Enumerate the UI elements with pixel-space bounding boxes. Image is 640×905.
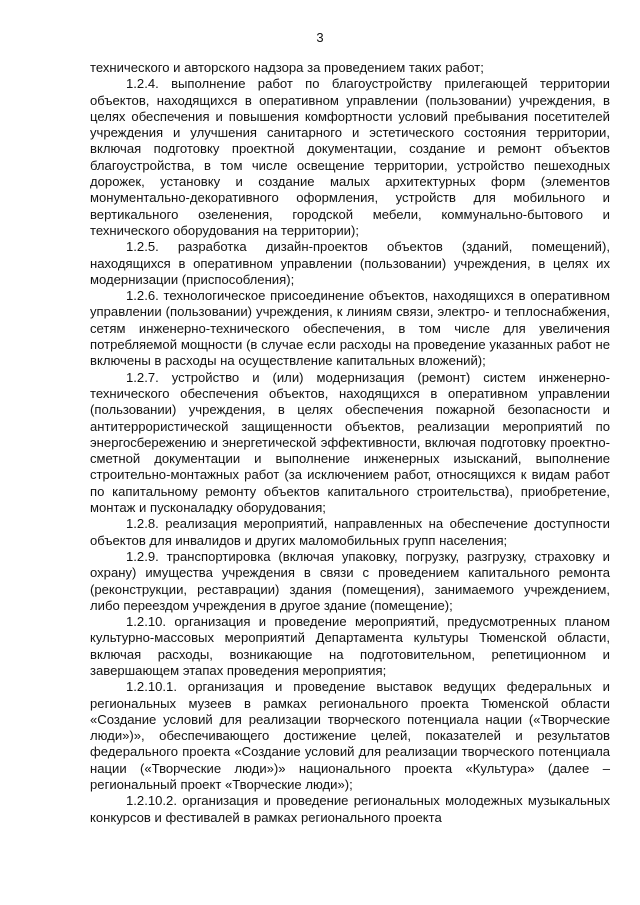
document-body xyxy=(90,60,610,826)
paragraph-1-2-5: 1.2.5. разработка дизайн-проектов объектов (зданий, помещений), находящихся в оперативном управлении (пользовании) учреждения, в целях их модернизации (приспособления); xyxy=(90,239,610,287)
paragraph-1-2-8: 1.2.8. реализация мероприятий, направленных на обеспечение доступности объектов для инвалидов и других маломобильных групп населения; xyxy=(90,516,610,548)
paragraph-1-2-4: 1.2.4. выполнение работ по благоустройству прилегающей территории объектов, находящихся в оперативном управлении (пользовании) учреждения, в целях обеспечения и повышения комфортности условий пребывания посетителей учреждения и улучшения санитарного и эстетического состояния территории, включая подготовку проектной документации, создание и ремонт объектов благоустройства, в том числе освещение территории, устройство пешеходных дорожек, установку и создание малых архитектурных форм (элементов монументально-декоративного оформления, устройств для мобильного и вертикального озеленения, городской мебели, коммунально-бытового и технического оборудования на территории); xyxy=(90,76,610,238)
paragraph-1-2-10-2: 1.2.10.2. организация и проведение региональных молодежных музыкальных конкурсов и фестивалей в рамках регионального проекта xyxy=(90,793,610,825)
paragraph-continuation: технического и авторского надзора за проведением таких работ; xyxy=(90,60,484,75)
paragraph-1-2-9: 1.2.9. транспортировка (включая упаковку, погрузку, разгрузку, страховку и охрану) имущества учреждения в связи с проведением капитального ремонта (реконструкции, реставрации) здания (помещения), занимаемого учреждением, либо переездом учреждения в другое здание (помещение); xyxy=(90,548,610,613)
page-number: 3 xyxy=(316,30,324,45)
paragraph-1-2-10-1: 1.2.10.1. организация и проведение выставок ведущих федеральных и региональных музеев в рамках регионального проекта Тюменской области «Создание условий для реализации творческого потенциала нации («Творческие люди»)», обеспечивающего достижение целей, показателей и результатов федерального проекта «Создание условий для реализации творческого потенциала нации («Творческие люди»)» национального проекта «Культура» (далее – региональный проект «Творческие люди»); xyxy=(90,679,610,793)
paragraph-1-2-10: 1.2.10. организация и проведение мероприятий, предусмотренных планом культурно-массовых мероприятий Департамента культуры Тюменской области, включая расходы, возникающие на подготовительном, репетиционном и завершающем этапах проведения мероприятия; xyxy=(90,614,610,678)
paragraph-1-2-6: 1.2.6. технологическое присоединение объектов, находящихся в оперативном управлении (пользовании) учреждения, к линиям связи, электро- и теплоснабжения, сетям инженерно-технического обеспечения, в том числе для увеличения потребляемой мощности (в случае если расходы на проведение указанных работ не включены в расходы на осуществление капитальных вложений); xyxy=(90,288,610,369)
paragraph-1-2-7: 1.2.7. устройство и (или) модернизация (ремонт) систем инженерно-технического обеспечения объектов, находящихся в оперативном управлении (пользовании) учреждения, в целях обеспечения пожарной безопасности и антитеррористической защищенности объектов, реализации мероприятий по энергосбережению и энергетической эффективности, включая подготовку проектно-сметной документации и выполнение инженерных изысканий, выполнение строительно-монтажных работ (за исключением работ, относящихся к видам работ по капитальному ремонту объектов капитального строительства), приобретение, монтаж и пусконаладку оборудования; xyxy=(90,369,610,516)
